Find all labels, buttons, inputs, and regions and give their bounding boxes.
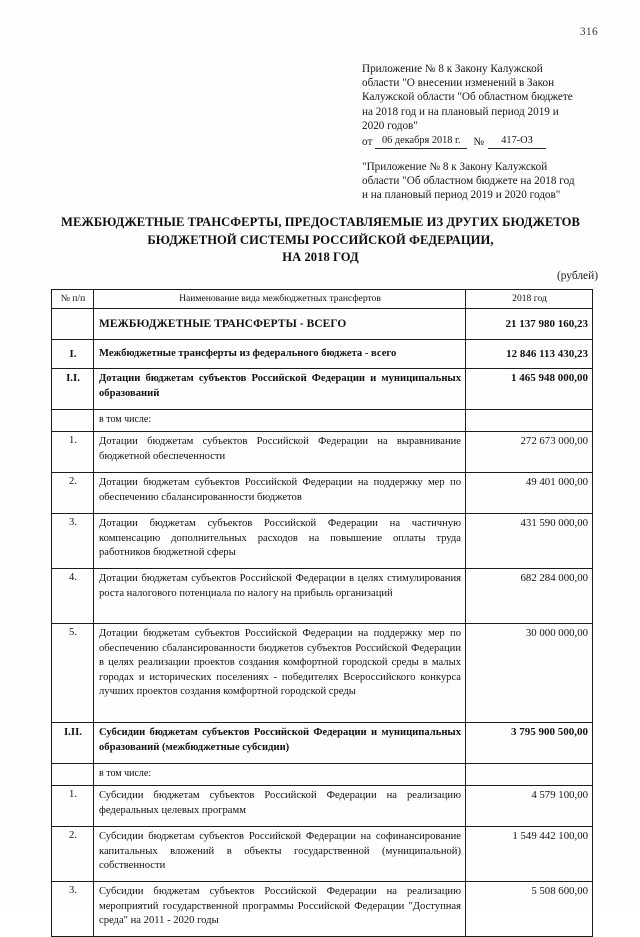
row-name: Субсидии бюджетам субъектов Российской Федерации и муниципальных образований (межбюджетные субсидии) bbox=[94, 723, 466, 764]
table-row bbox=[52, 723, 593, 764]
row-name: Дотации бюджетам субъектов Российской Федерации на поддержку мер по обеспечению сбалансированности бюджетов субъектов Российской Федерации в целях реализации проектов создания комфортной городской среды в малых городах и исторических поселениях - победителях Всероссийского конкурса лучших проектов создания комфортной городской среды bbox=[94, 624, 466, 723]
row-number: 2. bbox=[52, 473, 94, 514]
row-value: 30 000 000,00 bbox=[466, 624, 593, 723]
table-row bbox=[52, 473, 593, 514]
row-value: 5 508 600,00 bbox=[466, 882, 593, 937]
row-value: 1 465 948 000,00 bbox=[466, 369, 593, 410]
row-value: 3 795 900 500,00 bbox=[466, 723, 593, 764]
row-number: 2. bbox=[52, 827, 94, 882]
reference-line-1: Приложение № 8 к Закону Калужской bbox=[362, 63, 543, 75]
appendix-reference-block bbox=[362, 62, 592, 149]
interbudget-transfers-table bbox=[51, 289, 593, 937]
table-row bbox=[52, 309, 593, 340]
row-value: 682 284 000,00 bbox=[466, 569, 593, 624]
row-number: 1. bbox=[52, 432, 94, 473]
row-name: Межбюджетные трансферты из федерального бюджета - всего bbox=[94, 340, 466, 369]
table-row bbox=[52, 514, 593, 569]
row-number: I.I. bbox=[52, 369, 94, 410]
title-line-1: МЕЖБЮДЖЕТНЫЕ ТРАНСФЕРТЫ, ПРЕДОСТАВЛЯЕМЫЕ ИЗ ДРУГИХ БЮДЖЕТОВ bbox=[61, 215, 580, 229]
reference-line-3: Калужской области "Об областном бюджете bbox=[362, 91, 573, 104]
row-value: 431 590 000,00 bbox=[466, 514, 593, 569]
reference-line-4: на 2018 год и на плановый период 2019 и bbox=[362, 105, 559, 118]
column-header-num: № п/п bbox=[52, 290, 94, 309]
row-value bbox=[466, 410, 593, 432]
table-row bbox=[52, 432, 593, 473]
page-title bbox=[48, 214, 593, 267]
reference2-line-1: "Приложение № 8 к Закону Калужской bbox=[362, 161, 548, 173]
row-value: 4 579 100,00 bbox=[466, 786, 593, 827]
row-number: 3. bbox=[52, 882, 94, 937]
table-row bbox=[52, 369, 593, 410]
table-row bbox=[52, 827, 593, 882]
row-name: Субсидии бюджетам субъектов Российской Федерации на реализацию мероприятий государственной программы Российской Федерации "Доступная среда" на 2011 - 2020 годы bbox=[94, 882, 466, 937]
table-row bbox=[52, 410, 593, 432]
column-header-value: 2018 год bbox=[466, 290, 593, 309]
appendix-quoted-reference-block bbox=[362, 160, 600, 203]
table-header-row bbox=[52, 290, 593, 309]
date-prefix-label: от bbox=[362, 136, 373, 149]
page-number: 316 bbox=[579, 26, 598, 38]
row-number: 5. bbox=[52, 624, 94, 723]
row-name: Дотации бюджетам субъектов Российской Федерации на частичную компенсацию дополнительных расходов на повышение оплаты труда работников бюджетной сферы bbox=[94, 514, 466, 569]
table-row bbox=[52, 569, 593, 624]
reference2-line-2: области "Об областном бюджете на 2018 год bbox=[362, 175, 575, 188]
law-number-label: № bbox=[473, 136, 485, 149]
table-row bbox=[52, 340, 593, 369]
row-number bbox=[52, 309, 94, 340]
row-name: Дотации бюджетам субъектов Российской Федерации в целях стимулирования роста налогового потенциала по налогу на прибыль организаций bbox=[94, 569, 466, 624]
table-row bbox=[52, 786, 593, 827]
row-number: 3. bbox=[52, 514, 94, 569]
row-value: 49 401 000,00 bbox=[466, 473, 593, 514]
row-name: Дотации бюджетам субъектов Российской Федерации на выравнивание бюджетной обеспеченности bbox=[94, 432, 466, 473]
reference-line-5: 2020 годов" bbox=[362, 119, 418, 132]
units-caption: (рублей) bbox=[556, 270, 598, 282]
row-name: Дотации бюджетам субъектов Российской Федерации на поддержку мер по обеспечению сбалансированности бюджетов bbox=[94, 473, 466, 514]
row-name: МЕЖБЮДЖЕТНЫЕ ТРАНСФЕРТЫ - ВСЕГО bbox=[94, 309, 466, 340]
row-number: I.II. bbox=[52, 723, 94, 764]
law-date-value: 06 декабря 2018 г. bbox=[375, 135, 467, 149]
row-name: Субсидии бюджетам субъектов Российской Федерации на софинансирование капитальных вложений в объекты государственной (муниципальной) собственности bbox=[94, 827, 466, 882]
row-name: Дотации бюджетам субъектов Российской Федерации и муниципальных образований bbox=[94, 369, 466, 410]
row-name: в том числе: bbox=[94, 764, 466, 786]
row-number: 1. bbox=[52, 786, 94, 827]
row-value: 12 846 113 430,23 bbox=[466, 340, 593, 369]
column-header-name: Наименование вида межбюджетных трансфертов bbox=[94, 290, 466, 309]
row-name: Субсидии бюджетам субъектов Российской Федерации на реализацию федеральных целевых программ bbox=[94, 786, 466, 827]
row-value: 1 549 442 100,00 bbox=[466, 827, 593, 882]
law-number-value: 417-ОЗ bbox=[488, 135, 546, 149]
row-value bbox=[466, 764, 593, 786]
title-line-2: БЮДЖЕТНОЙ СИСТЕМЫ РОССИЙСКОЙ ФЕДЕРАЦИИ, bbox=[147, 232, 494, 247]
row-number: I. bbox=[52, 340, 94, 369]
table-row bbox=[52, 882, 593, 937]
row-value: 272 673 000,00 bbox=[466, 432, 593, 473]
title-line-3: НА 2018 ГОД bbox=[282, 250, 359, 264]
law-date-line bbox=[362, 135, 592, 149]
row-number: 4. bbox=[52, 569, 94, 624]
table-row bbox=[52, 624, 593, 723]
reference2-line-3: и на плановый период 2019 и 2020 годов" bbox=[362, 189, 561, 202]
row-name: в том числе: bbox=[94, 410, 466, 432]
table-row bbox=[52, 764, 593, 786]
row-number bbox=[52, 410, 94, 432]
row-value: 21 137 980 160,23 bbox=[466, 309, 593, 340]
row-number bbox=[52, 764, 94, 786]
reference-line-2: области "О внесении изменений в Закон bbox=[362, 77, 555, 90]
